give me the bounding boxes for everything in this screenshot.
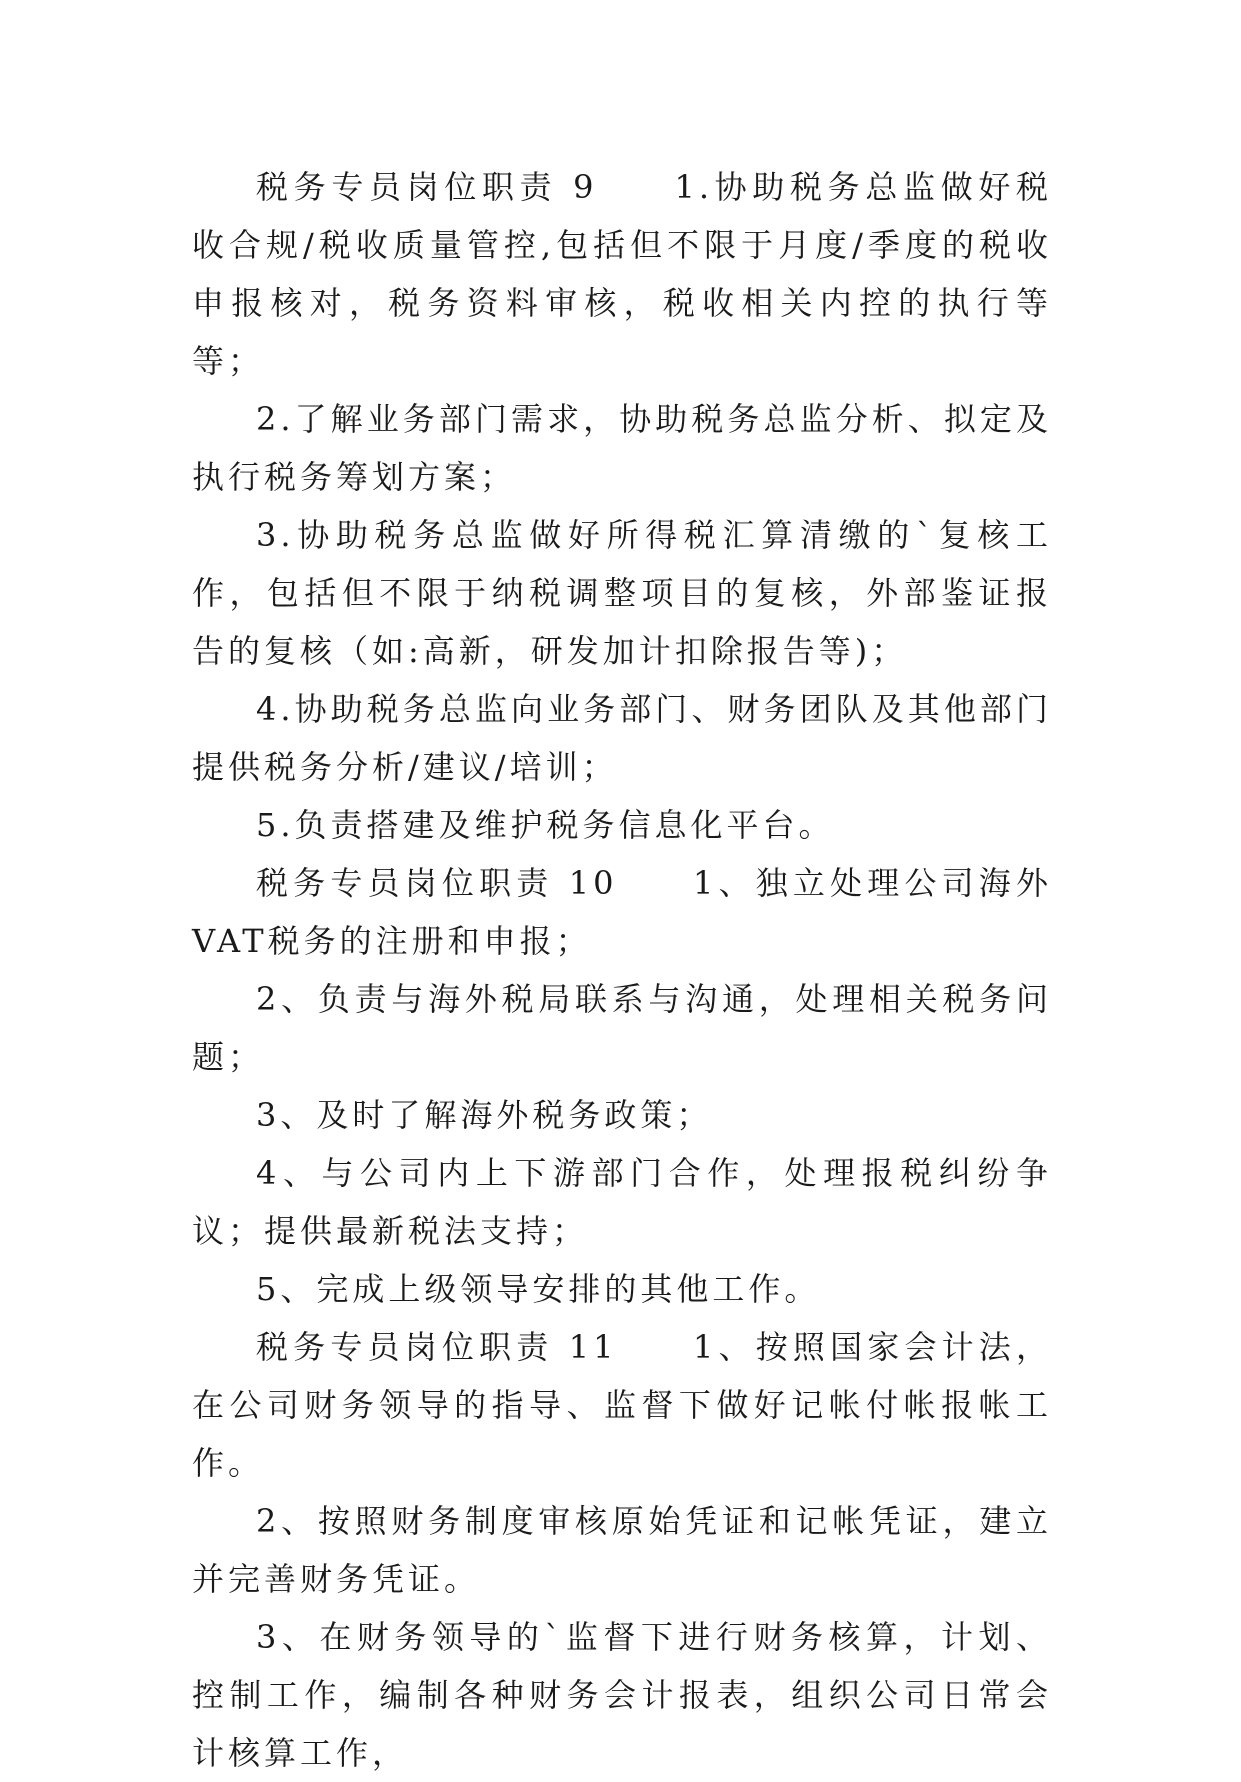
paragraph-9: 4、与公司内上下游部门合作，处理报税纠纷争议；提供最新税法支持；: [192, 1154, 1052, 1250]
paragraph-7: 2、负责与海外税局联系与沟通，处理相关税务问题；: [192, 980, 1052, 1076]
paragraph-13: 3、在财务领导的`监督下进行财务核算，计划、控制工作，编制各种财务会计报表，组织公司日常会计核算工作，: [192, 1618, 1052, 1772]
paragraph-1: 税务专员岗位职责 9 1.协助税务总监做好税收合规/税收质量管控,包括但不限于月度/季度的税收申报核对，税务资料审核，税收相关内控的执行等等；: [192, 168, 1052, 380]
document-body: [192, 158, 1052, 1782]
paragraph-8: 3、及时了解海外税务政策；: [256, 1096, 713, 1134]
paragraph-3: 3.协助税务总监做好所得税汇算清缴的`复核工作，包括但不限于纳税调整项目的复核，外部鉴证报告的复核（如:高新，研发加计扣除报告等)；: [192, 516, 1052, 670]
paragraph-12: 2、按照财务制度审核原始凭证和记帐凭证，建立并完善财务凭证。: [192, 1502, 1052, 1598]
paragraph-6: 税务专员岗位职责 10 1、独立处理公司海外VAT税务的注册和申报；: [192, 864, 1052, 960]
paragraph-4: 4.协助税务总监向业务部门、财务团队及其他部门提供税务分析/建议/培训；: [192, 690, 1052, 786]
paragraph-11: 税务专员岗位职责 11 1、按照国家会计法，在公司财务领导的指导、监督下做好记帐付帐报帐工作。: [192, 1328, 1052, 1482]
paragraph-10: 5、完成上级领导安排的其他工作。: [256, 1270, 821, 1308]
paragraph-2: 2.了解业务部门需求，协助税务总监分析、拟定及执行税务筹划方案；: [192, 400, 1052, 496]
paragraph-5: 5.负责搭建及维护税务信息化平台。: [256, 806, 835, 844]
